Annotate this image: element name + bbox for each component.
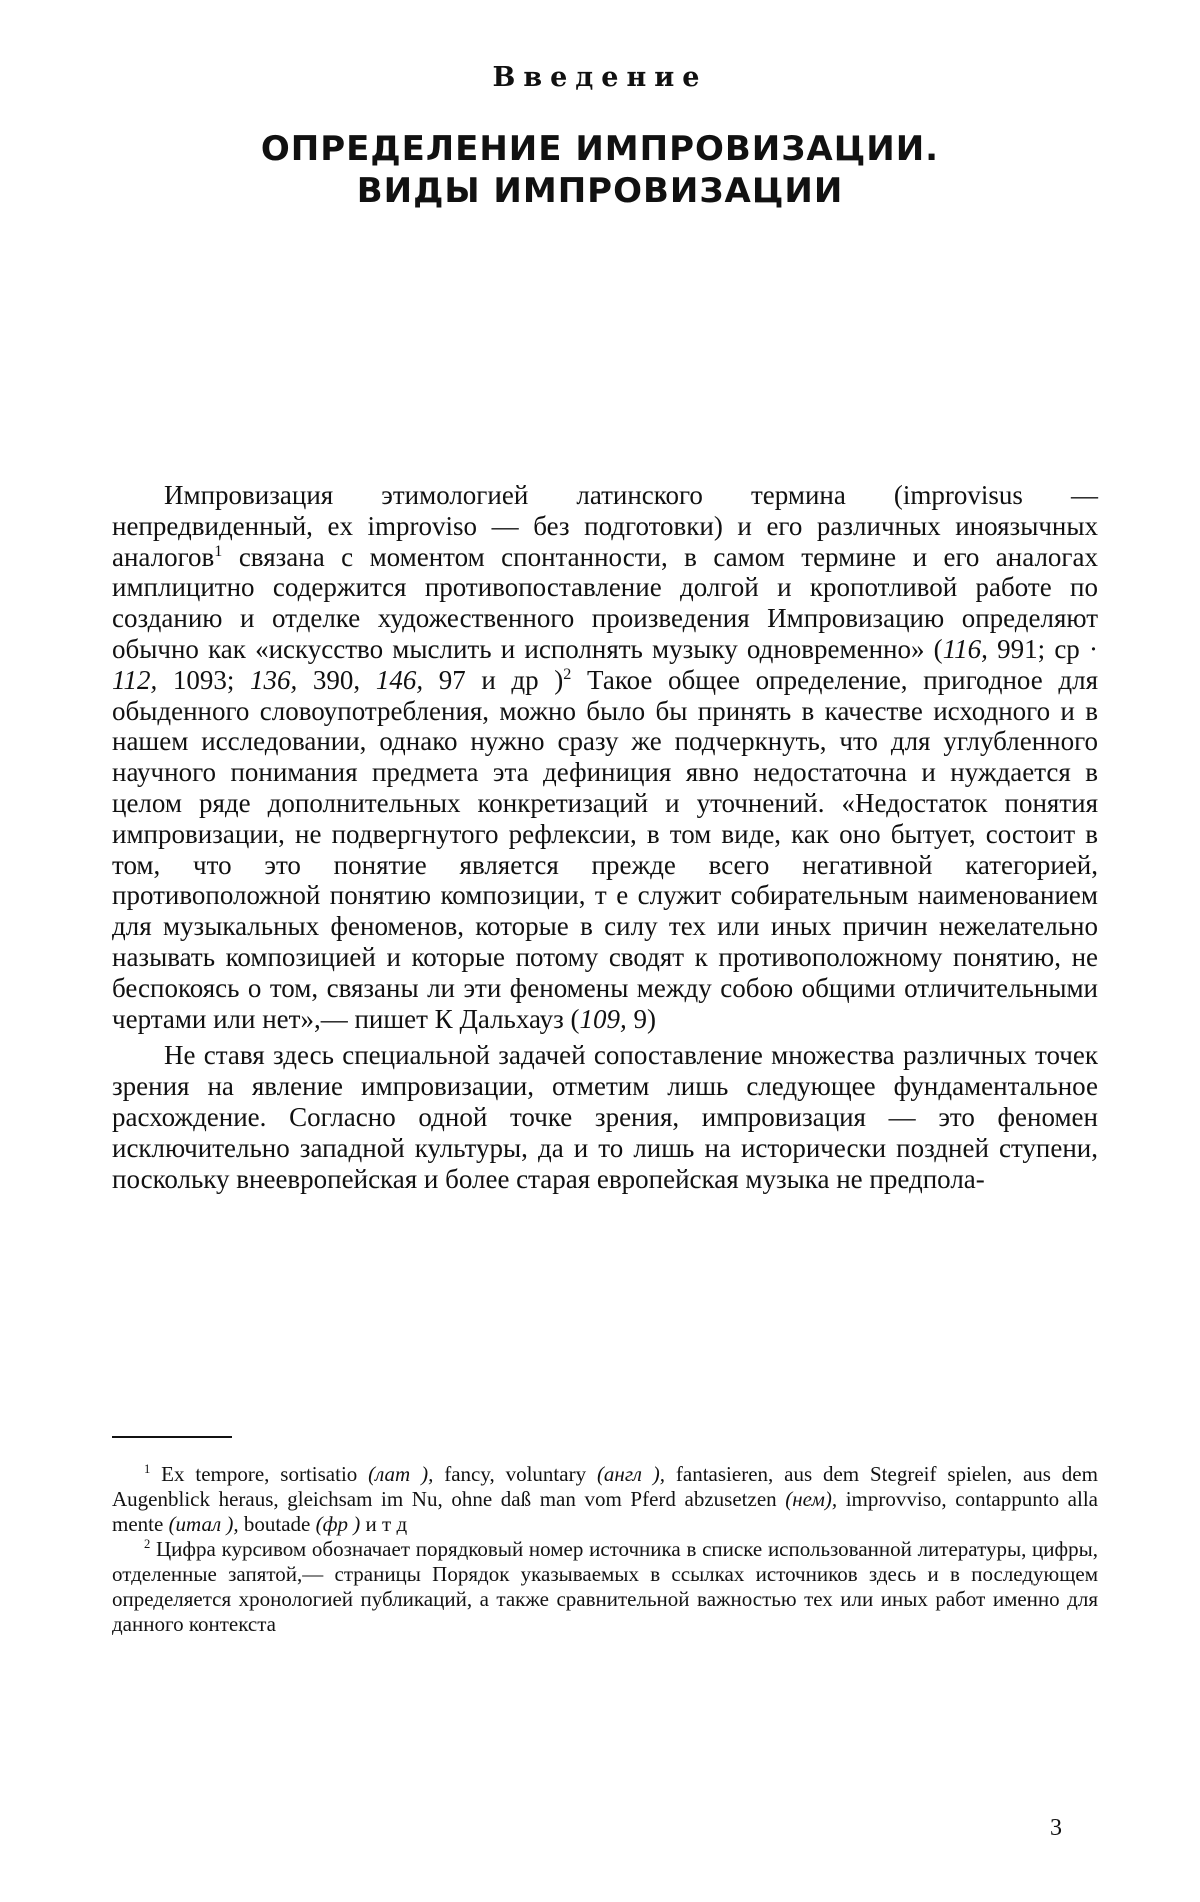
fn1-text-c: fantasieren, aus dem Stegreif spielen, aus dem Augenblick heraus, gleichsam im Nu, ohne daß man vom Pferd abzusetzen xyxy=(112,1462,1098,1511)
fn1-text-f: и т д xyxy=(360,1512,407,1536)
p1-text-b: связана с моментом спонтанности, в самом термине и его аналогах имплицитно содержится противопоставление долгой и кропотливой работе по созданию и отделке художественного произведения Импровизацию определяют обычно как «искусство мыслить и исполнять музыку одновременно» ( xyxy=(112,542,1098,664)
chapter-title xyxy=(0,128,1200,212)
p1-text-e: 390, xyxy=(297,665,376,695)
p1-text-h: 9) xyxy=(627,1004,656,1034)
paragraph-1 xyxy=(112,480,1098,1034)
chapter-title-line-1: ОПРЕДЕЛЕНИЕ ИМПРОВИЗАЦИИ. xyxy=(0,128,1200,170)
chapter-title-line-2: ВИДЫ ИМПРОВИЗАЦИИ xyxy=(0,170,1200,212)
source-ref-112: 112, xyxy=(112,665,157,695)
p1-text-d: 1093; xyxy=(157,665,250,695)
source-ref-116: 116, xyxy=(943,634,988,664)
footnote-2 xyxy=(112,1537,1098,1637)
p1-text-c: 991; ср · xyxy=(988,634,1098,664)
footnote-ref-1: 1 xyxy=(214,542,222,560)
fn2-text: Цифра курсивом обозначает порядковый номер источника в списке использованной литературы, цифры, отделенные запятой,— страницы Порядок указываемых в ссылках источников здесь и в последующем определяется хронологией публикаций, а также сравнительной важностью тех или иных работ именно для данного контекста xyxy=(112,1537,1098,1636)
fn1-lang-ger: (нем), xyxy=(785,1487,837,1511)
fn1-text-b: fancy, voluntary xyxy=(433,1462,597,1486)
book-page xyxy=(0,0,1200,1902)
fn1-text-a: Ex tempore, sortisatio xyxy=(150,1462,368,1486)
source-ref-146: 146, xyxy=(376,665,423,695)
fn1-lang-fr: (фр ) xyxy=(316,1512,361,1536)
section-label: Введение xyxy=(0,62,1200,93)
fn1-text-d: improvviso, contappunto alla mente xyxy=(112,1487,1098,1536)
paragraph-2: Не ставя здесь специальной задачей сопоставление множества различных точек зрения на явление импровизации, отметим лишь следующее фундаментальное расхождение. Согласно одной точке зрения, импровизация — это феномен исключительно западной культуры, да и то лишь на исторически поздней ступени, поскольку внеевропейская и более старая европейская музыка не предпола- xyxy=(112,1040,1098,1194)
fn1-lang-lat: (лат ), xyxy=(368,1462,433,1486)
body-text xyxy=(112,480,1098,1194)
p1-text-g: Такое общее определение, пригодное для обыденного словоупотребления, можно было бы принять в качестве исходного и в нашем исследовании, однако нужно сразу же подчеркнуть, что для углубленного научного понимания предмета эта дефиниция явно недостаточна и нуждается в целом ряде дополнительных конкретизаций и уточнений. «Недостаток понятия импровизации, не подвергнутого рефлексии, в том виде, как оно бытует, состоит в том, что это понятие является прежде всего негативной категорией, противоположной понятию композиции, т е служит собирательным наименованием для музыкальных феноменов, которые в силу тех или иных причин нежелательно называть композицией и которые потому сводят к противоположному понятию, не беспокоясь о том, связаны ли эти феномены между собою общими отличительными чертами или нет»,— пишет К Дальхауз ( xyxy=(112,665,1098,1034)
p1-text-a: Импровизация этимологией латинского термина (improvisus — непредвиденный, ex improviso — без подготовки) и его различных иноязычных аналогов xyxy=(112,480,1098,572)
fn1-lang-ital: (итал ), xyxy=(169,1512,239,1536)
fn1-lang-eng: (англ ), xyxy=(597,1462,665,1486)
fn1-text-e: boutade xyxy=(239,1512,316,1536)
footnote-1-mark: 1 xyxy=(144,1462,150,1476)
page-number: 3 xyxy=(1050,1815,1062,1842)
footnotes xyxy=(112,1462,1098,1637)
source-ref-109: 109, xyxy=(580,1004,627,1034)
p1-text-f: 97 и др ) xyxy=(423,665,563,695)
footnote-ref-2: 2 xyxy=(563,665,571,683)
footnote-divider xyxy=(112,1436,232,1438)
footnote-2-mark: 2 xyxy=(144,1537,150,1551)
footnote-1 xyxy=(112,1462,1098,1537)
source-ref-136: 136, xyxy=(250,665,297,695)
